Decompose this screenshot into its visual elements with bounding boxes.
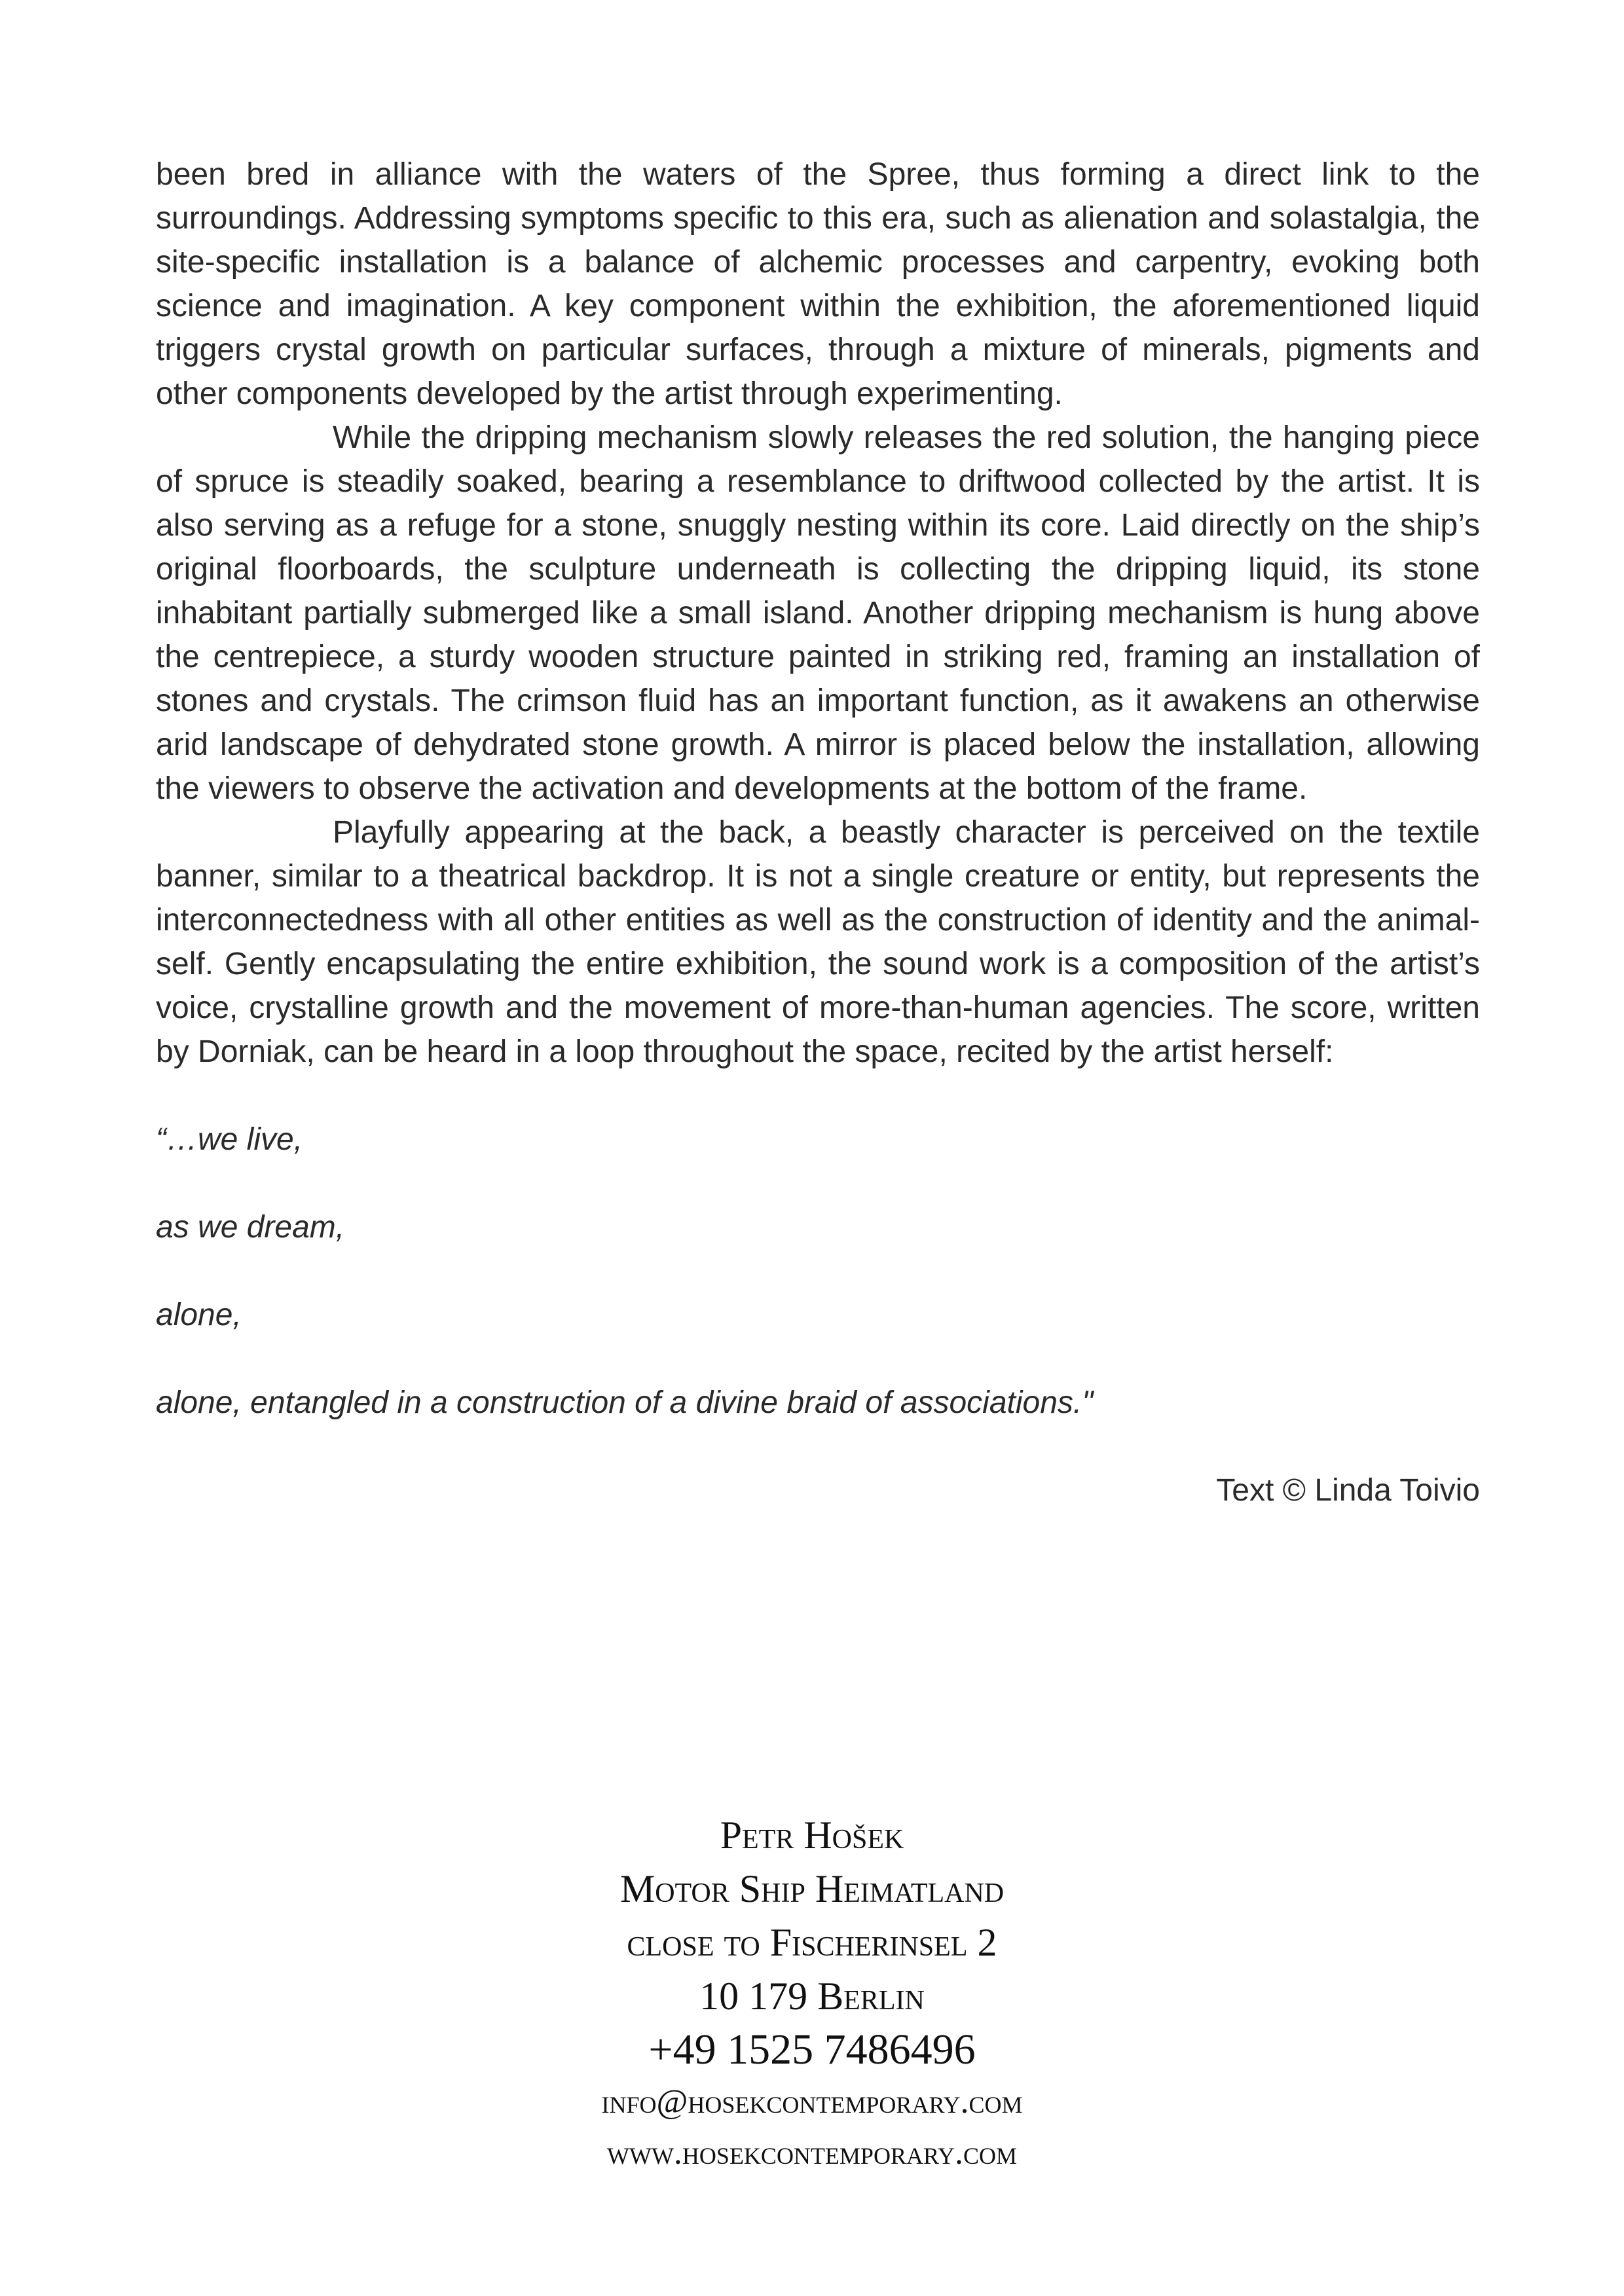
poem-line: “…we live, xyxy=(156,1122,303,1157)
poem-quote xyxy=(156,1118,1480,1425)
poem-line: alone, entangled in a construction of a divine braid of associations." xyxy=(156,1385,1094,1420)
paragraph-continuation: been bred in alliance with the waters of the Spree, thus forming a direct link to the surroundings. Addressing symptoms specific to this era, such as alienation and solastalgia, the site-specific installation is a balance of alchemic processes and carpentry, evoking both science and imagination. A key component within the exhibition, the aforementioned liquid triggers crystal growth on particular surfaces, through a mixture of minerals, pigments and other components developed by the artist through experimenting. xyxy=(156,157,1480,411)
city-address: 10 179 Berlin xyxy=(699,1975,925,2018)
text-credit: Text © Linda Toivio xyxy=(1216,1473,1480,1508)
paragraph-dripping-mechanism: While the dripping mechanism slowly releases the red solution, the hanging piece of spruce is steadily soaked, bearing a resemblance to driftwood collected by the artist. It is also serving as a refuge for a stone, snuggly nesting within its core. Laid directly on the ship’s original floorboards, the sculpture underneath is collecting the dripping liquid, its stone inhabitant partially submerged like a small island. Another dripping mechanism is hung above the centrepiece, a sturdy wooden structure painted in striking red, framing an installation of stones and crystals. The crimson fluid has an important function, as it awakens an otherwise arid landscape of dehydrated stone growth. A mirror is placed below the installation, allowing the viewers to observe the activation and developments at the bottom of the frame. xyxy=(156,420,1480,806)
essay-text xyxy=(156,153,1480,1544)
venue-location: close to Fischerinsel 2 xyxy=(627,1921,997,1964)
phone-number: +49 1525 7486496 xyxy=(648,2026,976,2073)
gallery-name: Petr Hošek xyxy=(720,1813,904,1857)
email-link[interactable]: info@hosekcontemporary.com xyxy=(601,2083,1023,2121)
website-link[interactable]: www.hosekcontemporary.com xyxy=(606,2134,1017,2172)
paragraph-beastly-character: Playfully appearing at the back, a beastly character is perceived on the textile banner, similar to a theatrical backdrop. It is not a single creature or entity, but represents the interconnectedness with all other entities as well as the construction of identity and the animal-self. Gently encapsulating the entire exhibition, the sound work is a composition of the artist’s voice, crystalline growth and the movement of more-than-human agencies. The score, written by Dorniak, can be heard in a loop throughout the space, recited by the artist herself: xyxy=(156,815,1480,1069)
poem-line: as we dream, xyxy=(156,1210,345,1245)
contact-footer xyxy=(0,1808,1624,2179)
poem-line: alone, xyxy=(156,1298,242,1332)
venue-name: Motor Ship Heimatland xyxy=(619,1867,1005,1910)
